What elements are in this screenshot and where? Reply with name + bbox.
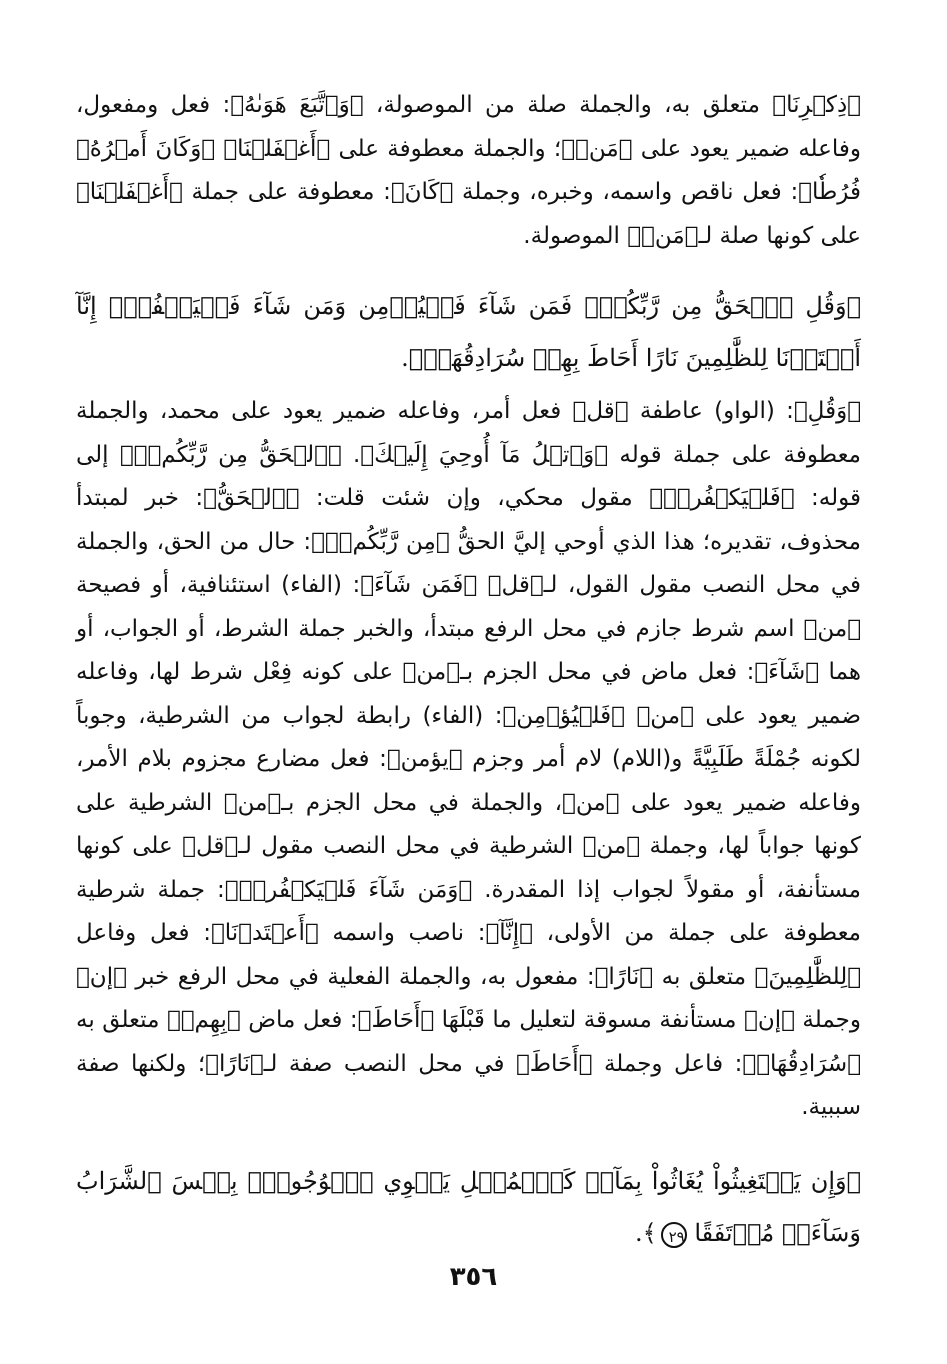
verse-number-marker: ٢٩ — [661, 1222, 687, 1248]
verse-29-close: ﴾. — [634, 1219, 657, 1247]
verse-29-text: ﴿وَإِن يَسۡتَغِيثُواْ يُغَاثُواْ بِمَآءٖ كَٱلۡمُهۡلِ يَشۡوِي ٱلۡوُجُوهَۚ بِئۡسَ ٱلشَّرَابُ وَسَآءَتۡ مُرۡتَفَقًا — [76, 1167, 861, 1247]
quran-verse-28: ﴿وَقُلِ ٱلۡحَقُّ مِن رَّبِّكُمۡۖ فَمَن شَآءَ فَلۡيُؤۡمِن وَمَن شَآءَ فَلۡيَكۡفُرۡۚ إِنَّآ أَعۡتَدۡنَا لِلظَّٰلِمِينَ نَارًا أَحَاطَ بِهِمۡ سُرَادِقُهَاۚ﴾. — [76, 292, 861, 372]
page-number: ٣٥٦ — [449, 1262, 498, 1292]
commentary-paragraph-1: ﴿ذِكۡرِنَا﴾ متعلق به، والجملة صلة من الموصولة، ﴿وَٱتَّبَعَ هَوَىٰهُ﴾: فعل ومفعول، وفاعله ضمير يعود على ﴿مَنۡ﴾؛ والجملة معطوفة على ﴿أَغۡفَلۡنَا﴾ ﴿وَكَانَ أَمۡرُهُۥ فُرُطٗا﴾: فعل ناقص واسمه، وخبره، وجملة ﴿كَانَ﴾: معطوفة على جملة ﴿أَغۡفَلۡنَا﴾ على كونها صلة لـ﴿مَنۡ﴾ الموصولة. — [76, 92, 861, 249]
quran-verse-29 — [76, 1155, 861, 1259]
commentary-paragraph-2: ﴿وَقُلِ﴾: (الواو) عاطفة ﴿قل﴾ فعل أمر، وفاعله ضمير يعود على محمد، والجملة معطوفة على جملة قوله ﴿وَٱتۡلُ مَآ أُوحِيَ إِلَيۡكَ﴾. ﴿ٱلۡحَقُّ مِن رَّبِّكُمۡۖ﴾ إلى قوله: ﴿فَلۡيَكۡفُرۡۚ﴾ مقول محكي، وإن شئت قلت: ﴿ٱلۡحَقُّ﴾: خبر لمبتدأ محذوف، تقديره؛ هذا الذي أوحي إليَّ الحقُّ ﴿مِن رَّبِّكُمۡۖ﴾: حال من الحق، والجملة في محل النصب مقول القول، لـ﴿قل﴾ ﴿فَمَن شَآءَ﴾: (الفاء) استئنافية، أو فصيحة ﴿من﴾ اسم شرط جازم في محل الرفع مبتدأ، والخبر جملة الشرط، أو الجواب، أو هما ﴿شَآءَ﴾: فعل ماض في محل الجزم بـ﴿من﴾ على كونه فِعْل شرط لها، وفاعله ضمير يعود على ﴿من﴾ ﴿فَلۡيُؤۡمِن﴾: (الفاء) رابطة لجواب من الشرطية، وجوباً لكونه جُمْلَةً طَلَبِيَّةً و(اللام) لام أمر وجزم ﴿يؤمن﴾: فعل مضارع مجزوم بلام الأمر، وفاعله ضمير يعود على ﴿من﴾، والجملة في محل الجزم بـ﴿من﴾ الشرطية على كونها جواباً لها، وجملة ﴿من﴾ الشرطية في محل النصب مقول لـ﴿قل﴾ على كونها مستأنفة، أو مقولاً لجواب إذا المقدرة. ﴿وَمَن شَآءَ فَلۡيَكۡفُرۡۚ﴾: جملة شرطية معطوفة على جملة من الأولى، ﴿إِنَّآ﴾: ناصب واسمه ﴿أَعۡتَدۡنَا﴾: فعل وفاعل ﴿لِلظَّٰلِمِينَ﴾ متعلق به ﴿نَارًا﴾: مفعول به، والجملة الفعلية في محل الرفع خبر ﴿إن﴾ وجملة ﴿إن﴾ مستأنفة مسوقة لتعليل ما قَبْلَهَا ﴿أَحَاطَ﴾: فعل ماض ﴿بِهِمۡ﴾ متعلق به ﴿سُرَادِقُهَاۚ﴾: فاعل وجملة ﴿أَحَاطَ﴾ في محل النصب صفة لـ﴿نَارًا﴾؛ ولكنها صفة سببية. — [76, 398, 861, 1120]
